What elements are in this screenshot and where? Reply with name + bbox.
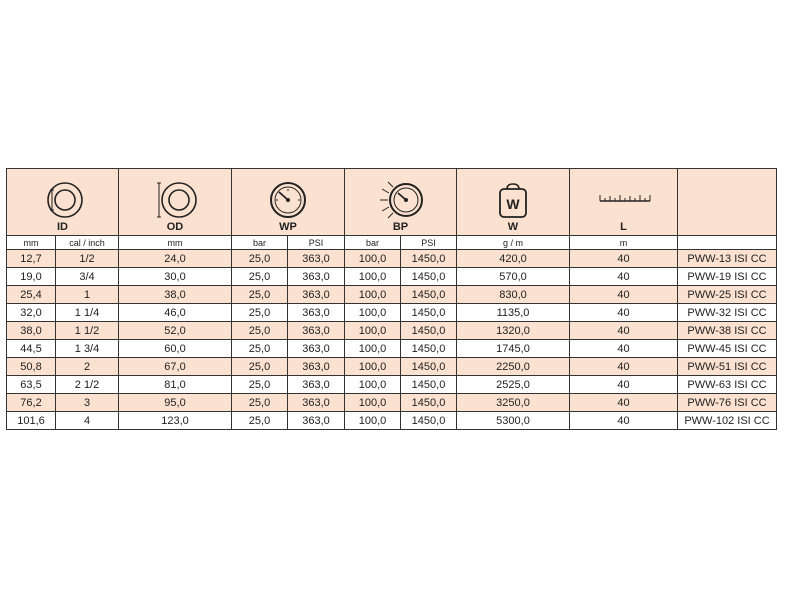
cell-bp-psi: 1450,0 xyxy=(401,304,457,322)
unit-wp-bar: bar xyxy=(232,236,288,250)
cell-wp-bar: 25,0 xyxy=(232,340,288,358)
cell-id-inch: 3 xyxy=(56,394,119,412)
cell-id-mm: 50,8 xyxy=(7,358,56,376)
cell-od: 81,0 xyxy=(119,376,232,394)
cell-wp-bar: 25,0 xyxy=(232,394,288,412)
table-row xyxy=(7,250,777,268)
cell-length: 40 xyxy=(570,250,678,268)
outer-diameter-icon xyxy=(145,181,205,219)
header-w-label: W xyxy=(507,221,519,233)
cell-bp-psi: 1450,0 xyxy=(401,412,457,430)
cell-length: 40 xyxy=(570,376,678,394)
cell-wp-bar: 25,0 xyxy=(232,304,288,322)
cell-code: PWW-102 ISI CC xyxy=(678,412,777,430)
cell-bp-psi: 1450,0 xyxy=(401,250,457,268)
cell-id-inch: 4 xyxy=(56,412,119,430)
table-row xyxy=(7,322,777,340)
cell-wp-bar: 25,0 xyxy=(232,322,288,340)
cell-wp-bar: 25,0 xyxy=(232,358,288,376)
cell-wp-psi: 363,0 xyxy=(288,304,345,322)
cell-bp-bar: 100,0 xyxy=(345,376,401,394)
cell-wp-bar: 25,0 xyxy=(232,268,288,286)
unit-id-inch: cal / inch xyxy=(56,236,119,250)
cell-bp-psi: 1450,0 xyxy=(401,322,457,340)
cell-wp-psi: 363,0 xyxy=(288,358,345,376)
table-row xyxy=(7,394,777,412)
cell-id-mm: 44,5 xyxy=(7,340,56,358)
table-row xyxy=(7,304,777,322)
table-row xyxy=(7,286,777,304)
cell-od: 24,0 xyxy=(119,250,232,268)
cell-length: 40 xyxy=(570,340,678,358)
cell-od: 60,0 xyxy=(119,340,232,358)
cell-wp-psi: 363,0 xyxy=(288,286,345,304)
cell-code: PWW-19 ISI CC xyxy=(678,268,777,286)
cell-od: 123,0 xyxy=(119,412,232,430)
cell-weight: 5300,0 xyxy=(457,412,570,430)
cell-code: PWW-51 ISI CC xyxy=(678,358,777,376)
table-row xyxy=(7,412,777,430)
cell-id-inch: 2 1/2 xyxy=(56,376,119,394)
cell-length: 40 xyxy=(570,286,678,304)
cell-bp-psi: 1450,0 xyxy=(401,376,457,394)
cell-id-inch: 1 1/4 xyxy=(56,304,119,322)
cell-wp-psi: 363,0 xyxy=(288,412,345,430)
cell-id-mm: 19,0 xyxy=(7,268,56,286)
cell-length: 40 xyxy=(570,394,678,412)
header-bp-label: BP xyxy=(392,221,409,233)
header-row xyxy=(7,169,777,236)
cell-wp-psi: 363,0 xyxy=(288,268,345,286)
cell-length: 40 xyxy=(570,304,678,322)
cell-length: 40 xyxy=(570,412,678,430)
cell-code: PWW-25 ISI CC xyxy=(678,286,777,304)
cell-id-mm: 63,5 xyxy=(7,376,56,394)
burst-gauge-icon xyxy=(368,181,434,219)
cell-weight: 420,0 xyxy=(457,250,570,268)
cell-bp-bar: 100,0 xyxy=(345,304,401,322)
cell-od: 95,0 xyxy=(119,394,232,412)
cell-id-mm: 25,4 xyxy=(7,286,56,304)
header-l xyxy=(570,169,678,236)
cell-length: 40 xyxy=(570,268,678,286)
cell-bp-bar: 100,0 xyxy=(345,268,401,286)
table-row xyxy=(7,268,777,286)
inner-diameter-icon xyxy=(33,181,93,219)
header-wp xyxy=(232,169,345,236)
cell-wp-bar: 25,0 xyxy=(232,376,288,394)
cell-weight: 1320,0 xyxy=(457,322,570,340)
cell-wp-bar: 25,0 xyxy=(232,412,288,430)
cell-length: 40 xyxy=(570,322,678,340)
cell-length: 40 xyxy=(570,358,678,376)
table-row xyxy=(7,376,777,394)
cell-bp-bar: 100,0 xyxy=(345,340,401,358)
cell-weight: 830,0 xyxy=(457,286,570,304)
weight-icon-letter: W xyxy=(506,196,520,212)
cell-id-inch: 2 xyxy=(56,358,119,376)
header-bp xyxy=(345,169,457,236)
header-code xyxy=(678,169,777,236)
cell-bp-psi: 1450,0 xyxy=(401,268,457,286)
cell-od: 52,0 xyxy=(119,322,232,340)
cell-bp-bar: 100,0 xyxy=(345,412,401,430)
header-l-label: L xyxy=(620,221,627,233)
header-id xyxy=(7,169,119,236)
cell-code: PWW-76 ISI CC xyxy=(678,394,777,412)
unit-od-mm: mm xyxy=(119,236,232,250)
cell-id-inch: 1 xyxy=(56,286,119,304)
header-w xyxy=(457,169,570,236)
cell-weight: 570,0 xyxy=(457,268,570,286)
unit-weight: g / m xyxy=(457,236,570,250)
unit-code xyxy=(678,236,777,250)
cell-bp-psi: 1450,0 xyxy=(401,394,457,412)
cell-id-mm: 76,2 xyxy=(7,394,56,412)
unit-bp-bar: bar xyxy=(345,236,401,250)
cell-weight: 3250,0 xyxy=(457,394,570,412)
unit-wp-psi: PSI xyxy=(288,236,345,250)
cell-bp-psi: 1450,0 xyxy=(401,286,457,304)
cell-wp-psi: 363,0 xyxy=(288,250,345,268)
unit-bp-psi: PSI xyxy=(401,236,457,250)
header-od xyxy=(119,169,232,236)
cell-weight: 2250,0 xyxy=(457,358,570,376)
cell-id-inch: 1 3/4 xyxy=(56,340,119,358)
cell-id-inch: 3/4 xyxy=(56,268,119,286)
cell-id-mm: 38,0 xyxy=(7,322,56,340)
cell-bp-bar: 100,0 xyxy=(345,286,401,304)
cell-bp-bar: 100,0 xyxy=(345,250,401,268)
unit-length: m xyxy=(570,236,678,250)
cell-weight: 1745,0 xyxy=(457,340,570,358)
cell-bp-psi: 1450,0 xyxy=(401,358,457,376)
header-wp-label: WP xyxy=(279,221,297,233)
cell-od: 67,0 xyxy=(119,358,232,376)
ruler-icon xyxy=(594,181,654,219)
table-row xyxy=(7,358,777,376)
cell-code: PWW-63 ISI CC xyxy=(678,376,777,394)
weight-icon xyxy=(483,181,543,219)
cell-bp-bar: 100,0 xyxy=(345,358,401,376)
cell-id-mm: 101,6 xyxy=(7,412,56,430)
cell-wp-psi: 363,0 xyxy=(288,340,345,358)
cell-wp-psi: 363,0 xyxy=(288,376,345,394)
table-row xyxy=(7,340,777,358)
cell-wp-bar: 25,0 xyxy=(232,250,288,268)
cell-weight: 1135,0 xyxy=(457,304,570,322)
cell-code: PWW-38 ISI CC xyxy=(678,322,777,340)
cell-code: PWW-45 ISI CC xyxy=(678,340,777,358)
hose-spec-table xyxy=(6,168,777,430)
cell-od: 38,0 xyxy=(119,286,232,304)
cell-bp-bar: 100,0 xyxy=(345,394,401,412)
cell-bp-bar: 100,0 xyxy=(345,322,401,340)
header-id-label: ID xyxy=(57,221,68,233)
cell-wp-psi: 363,0 xyxy=(288,394,345,412)
cell-weight: 2525,0 xyxy=(457,376,570,394)
header-od-label: OD xyxy=(166,221,184,233)
cell-id-inch: 1 1/2 xyxy=(56,322,119,340)
cell-od: 46,0 xyxy=(119,304,232,322)
cell-id-inch: 1/2 xyxy=(56,250,119,268)
cell-wp-bar: 25,0 xyxy=(232,286,288,304)
cell-code: PWW-13 ISI CC xyxy=(678,250,777,268)
cell-code: PWW-32 ISI CC xyxy=(678,304,777,322)
cell-od: 30,0 xyxy=(119,268,232,286)
cell-id-mm: 12,7 xyxy=(7,250,56,268)
units-row xyxy=(7,236,777,250)
cell-id-mm: 32,0 xyxy=(7,304,56,322)
unit-id-mm: mm xyxy=(7,236,56,250)
pressure-gauge-icon xyxy=(258,181,318,219)
cell-bp-psi: 1450,0 xyxy=(401,340,457,358)
cell-wp-psi: 363,0 xyxy=(288,322,345,340)
